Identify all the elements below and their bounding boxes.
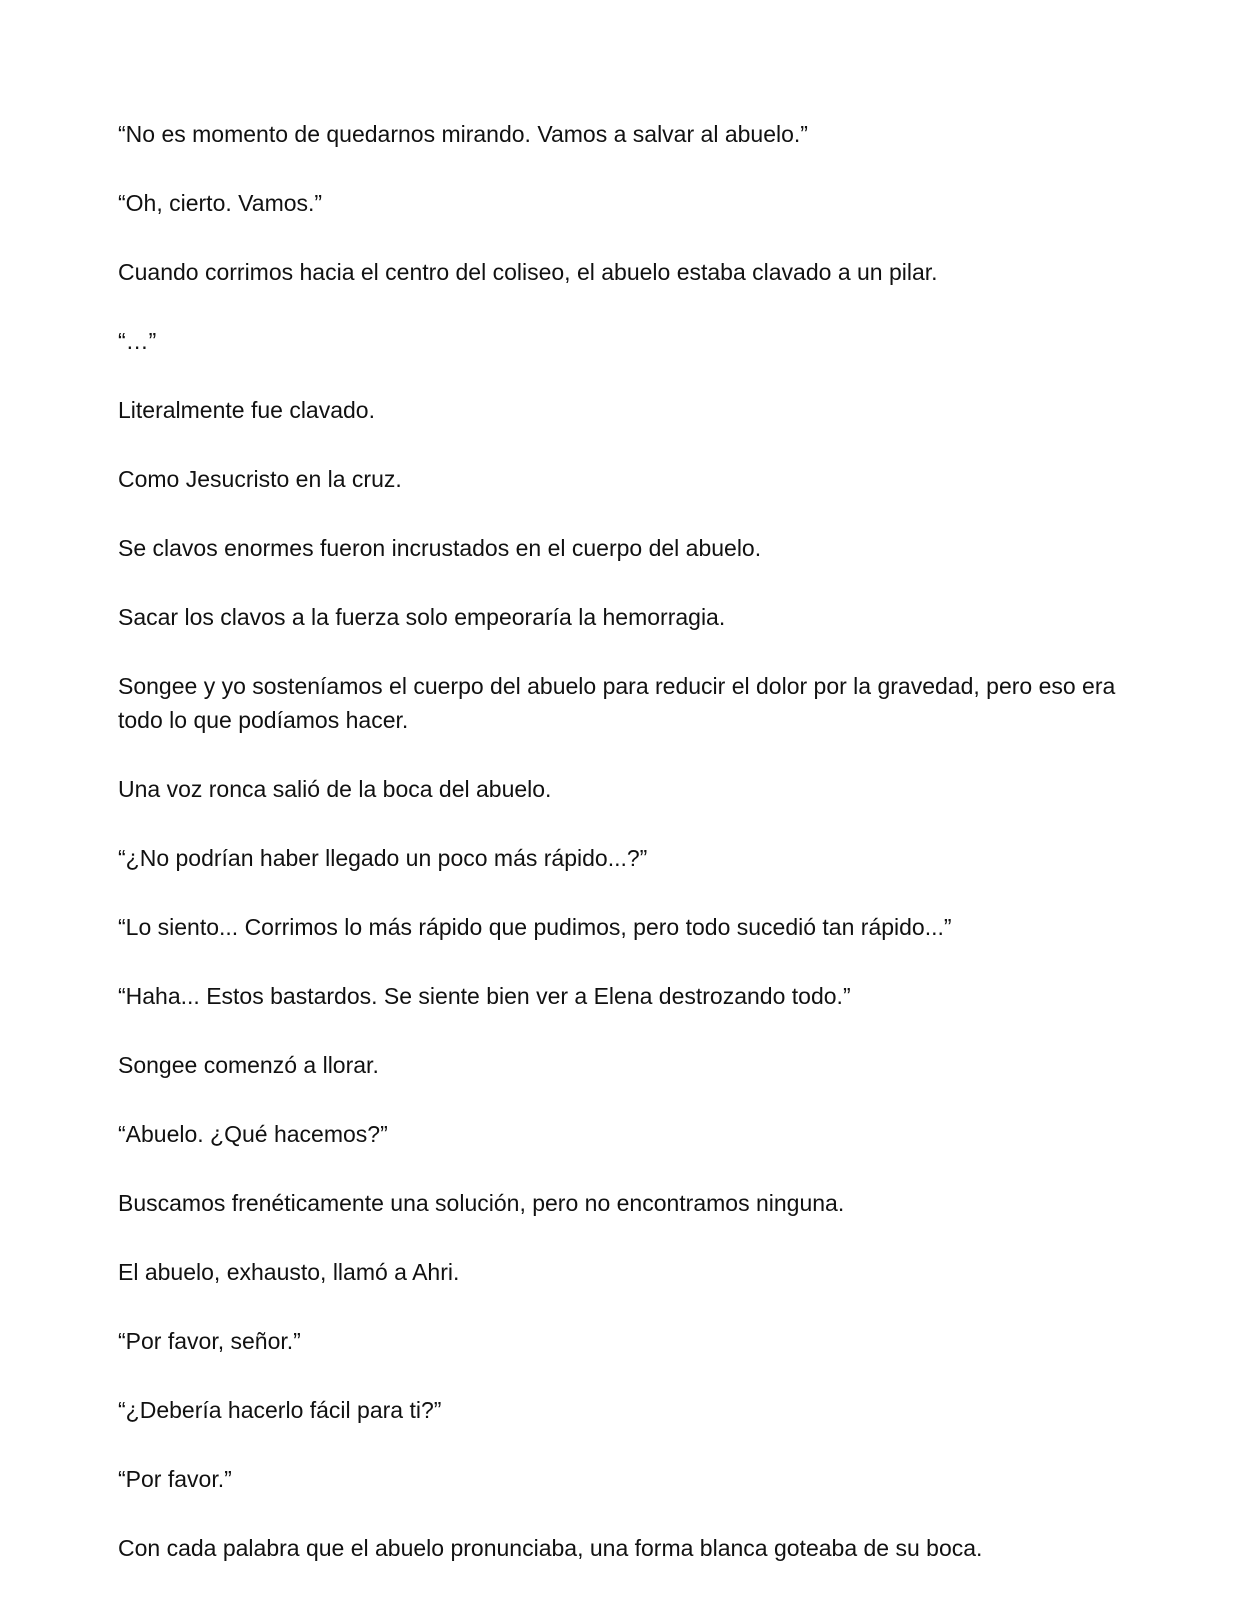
paragraph: “¿Debería hacerlo fácil para ti?” — [118, 1397, 442, 1423]
paragraph: Cuando corrimos hacia el centro del coliseo, el abuelo estaba clavado a un pilar. — [118, 259, 938, 285]
paragraph: “Por favor.” — [118, 1466, 232, 1492]
paragraph: Buscamos frenéticamente una solución, pero no encontramos ninguna. — [118, 1190, 845, 1216]
paragraph: Songee comenzó a llorar. — [118, 1052, 379, 1078]
paragraph: “Haha... Estos bastardos. Se siente bien ver a Elena destrozando todo.” — [118, 983, 851, 1009]
paragraph: “Oh, cierto. Vamos.” — [118, 190, 323, 216]
paragraph: Una voz ronca salió de la boca del abuelo. — [118, 776, 552, 802]
paragraph: Como Jesucristo en la cruz. — [118, 466, 402, 492]
paragraph: Se clavos enormes fueron incrustados en el cuerpo del abuelo. — [118, 535, 762, 561]
paragraph: El abuelo, exhausto, llamó a Ahri. — [118, 1259, 460, 1285]
paragraph: “Lo siento... Corrimos lo más rápido que pudimos, pero todo sucedió tan rápido...” — [118, 914, 952, 940]
paragraph: “…” — [118, 328, 157, 354]
paragraph: Songee y yo sosteníamos el cuerpo del abuelo para reducir el dolor por la gravedad, pero eso era todo lo que podíamos hacer. — [118, 673, 1116, 733]
document-text — [118, 117, 1158, 1600]
paragraph: “Por favor, señor.” — [118, 1328, 301, 1354]
paragraph: “Abuelo. ¿Qué hacemos?” — [118, 1121, 388, 1147]
paragraph: “No es momento de quedarnos mirando. Vamos a salvar al abuelo.” — [118, 121, 808, 147]
paragraph: Con cada palabra que el abuelo pronunciaba, una forma blanca goteaba de su boca. — [118, 1535, 983, 1561]
paragraph: Literalmente fue clavado. — [118, 397, 375, 423]
paragraph: “¿No podrían haber llegado un poco más rápido...?” — [118, 845, 648, 871]
paragraph: Sacar los clavos a la fuerza solo empeoraría la hemorragia. — [118, 604, 726, 630]
